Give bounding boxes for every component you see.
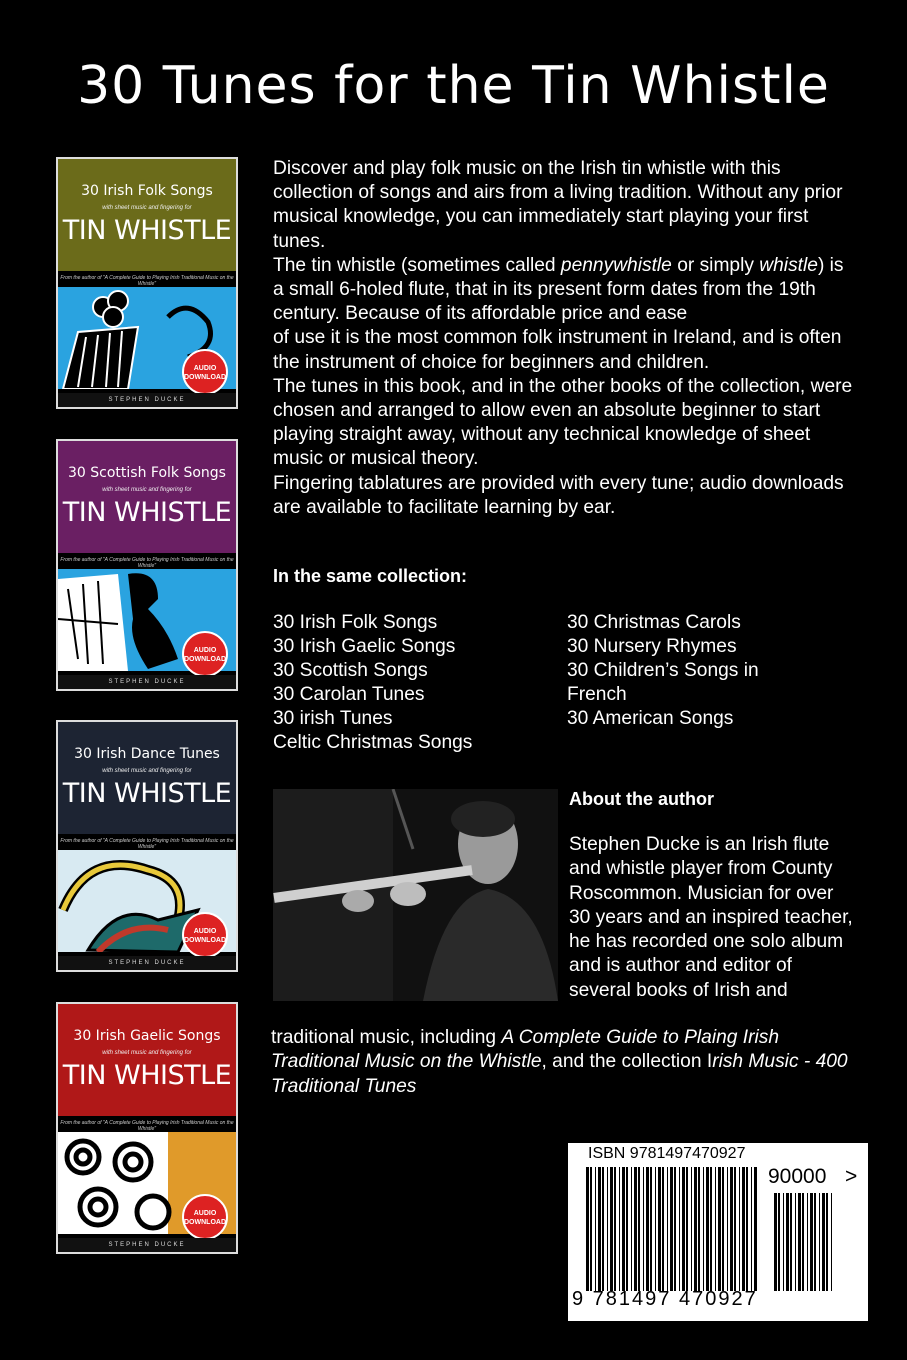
barcode-bar <box>754 1167 757 1291</box>
barcode-bar <box>614 1167 616 1291</box>
description-paragraph: The tin whistle (sometimes called pennywhistle or simply whistle) is a small 6-holed flute, that in its present form dates from the 19th century. Because of its affordable price and ease <box>273 254 844 325</box>
barcode-bar <box>643 1167 644 1291</box>
barcode-bar <box>742 1167 745 1291</box>
book-subtitle: with sheet music and fingering for <box>102 768 192 774</box>
book-cover-irish-gaelic <box>56 1002 238 1254</box>
barcode-bar <box>619 1167 620 1291</box>
barcode-bar <box>662 1167 664 1291</box>
barcode-bar <box>722 1167 724 1291</box>
isbn-label: ISBN 9781497470927 <box>588 1145 746 1162</box>
barcode-bar <box>658 1167 661 1291</box>
barcode-bar <box>751 1167 752 1291</box>
barcode-bar <box>586 1167 589 1291</box>
author-photo <box>273 789 558 1001</box>
book-instrument: TIN WHISTLE <box>62 1060 232 1091</box>
audio-download-badge: AUDIO DOWNLOAD <box>182 631 228 677</box>
description-paragraph: Discover and play folk music on the Irish tin whistle with this collection of songs and airs from a living tradition. Without any prior musical knowledge, you can immediately start playing your first tunes. <box>273 158 843 252</box>
barcode-bar <box>730 1167 733 1291</box>
book-description <box>273 157 858 520</box>
barcode-bar <box>634 1167 637 1291</box>
book-series-title: 30 Irish Dance Tunes <box>74 746 220 762</box>
barcode-bar <box>691 1167 692 1291</box>
book-author: STEPHEN DUCKE <box>58 956 236 970</box>
book-subtitle: with sheet music and fingering for <box>102 205 192 211</box>
book-cover-scottish-folk <box>56 439 238 691</box>
collection-item: 30 American Songs <box>567 708 734 729</box>
book-cover-irish-dance <box>56 720 238 972</box>
collection-list-left <box>273 611 563 755</box>
book-series-title: 30 Irish Gaelic Songs <box>73 1028 221 1044</box>
collection-item: 30 Irish Folk Songs <box>273 612 438 633</box>
barcode-bar <box>679 1167 680 1291</box>
price-code: 90000 <box>768 1165 827 1188</box>
book-instrument: TIN WHISTLE <box>62 497 232 528</box>
barcode-bar <box>802 1193 804 1291</box>
description-paragraph: Fingering tablatures are provided with every tune; audio downloads are available to facilitate learning by ear. <box>273 472 844 518</box>
barcode-bar <box>626 1167 628 1291</box>
book-subtitle: with sheet music and fingering for <box>102 487 192 493</box>
book-from-author: From the author of "A Complete Guide to Playing Irish Traditional Music on the Whistle" <box>60 275 234 287</box>
barcode-bar <box>715 1167 716 1291</box>
barcode-bar <box>598 1167 601 1291</box>
barcode-bar <box>795 1193 796 1291</box>
collection-heading: In the same collection: <box>273 566 468 586</box>
barcode-bar <box>674 1167 676 1291</box>
description-paragraph: of use it is the most common folk instrument in Ireland, and is often the instrument of choice for beginners and children. <box>273 327 842 373</box>
barcode-bar <box>595 1167 596 1291</box>
collection-list-right <box>567 611 797 731</box>
barcode-bar <box>682 1167 685 1291</box>
barcode-bar <box>783 1193 784 1291</box>
barcode-bar <box>710 1167 712 1291</box>
barcode-bar <box>667 1167 668 1291</box>
description-paragraph: The tunes in this book, and in the other books of the collection, were chosen and arranged to allow even an absolute beginner to start playing straight away, without any technical knowledge of sheet music or musical theory. <box>273 375 853 470</box>
barcode-bar <box>814 1193 816 1291</box>
barcode-bar <box>727 1167 728 1291</box>
barcode-bar <box>650 1167 652 1291</box>
barcode-bar <box>746 1167 748 1291</box>
book-subtitle: with sheet music and fingering for <box>102 1050 192 1056</box>
collection-item: 30 Nursery Rhymes <box>567 636 737 657</box>
barcode-bar <box>831 1193 832 1291</box>
about-heading: About the author <box>569 789 714 809</box>
barcode-bar <box>698 1167 700 1291</box>
book-series-title: 30 Irish Folk Songs <box>81 183 213 199</box>
barcode-bar <box>706 1167 709 1291</box>
about-text: Stephen Ducke is an Irish flute and whistle player from County Roscommon. Musician for over 30 years and an inspired teacher, he has recorded one solo album and is author and editor of several books of Irish and <box>569 834 853 1001</box>
barcode-bar <box>646 1167 649 1291</box>
barcode-bar <box>739 1167 740 1291</box>
barcode-bar <box>655 1167 656 1291</box>
barcode-bar <box>686 1167 688 1291</box>
cover-title: 30 Tunes for the Tin Whistle <box>77 56 830 116</box>
price-arrow: > <box>845 1165 858 1188</box>
barcode-bar <box>778 1193 780 1291</box>
barcode-bar <box>590 1167 592 1291</box>
collection-item: 30 Irish Gaelic Songs <box>273 636 456 657</box>
barcode-bar <box>718 1167 721 1291</box>
about-text-continued: traditional music, including A Complete Guide to Plaing Irish Traditional Music on the Whistle, and the collection Irish Music - 400 Traditional Tunes <box>271 1027 848 1097</box>
book-from-author: From the author of "A Complete Guide to Playing Irish Traditional Music on the Whistle" <box>60 1120 234 1132</box>
barcode-bar <box>774 1193 777 1291</box>
barcode-bar <box>607 1167 608 1291</box>
barcode-bar <box>694 1167 697 1291</box>
book-from-author: From the author of "A Complete Guide to Playing Irish Traditional Music on the Whistle" <box>60 838 234 850</box>
barcode-bar <box>631 1167 632 1291</box>
barcode-bar <box>602 1167 604 1291</box>
collection-item: 30 Carolan Tunes <box>273 684 425 705</box>
book-cover-irish-folk <box>56 157 238 409</box>
book-author: STEPHEN DUCKE <box>58 1238 236 1252</box>
barcode-bar <box>819 1193 820 1291</box>
isbn-barcode <box>568 1143 868 1321</box>
barcode-bar <box>703 1167 704 1291</box>
collection-item: 30 Scottish Songs <box>273 660 428 681</box>
barcode-bar <box>786 1193 789 1291</box>
barcode-bar <box>610 1167 613 1291</box>
barcode-bar <box>810 1193 813 1291</box>
addon-barcode-bars <box>774 1193 836 1291</box>
barcode-bar <box>622 1167 625 1291</box>
audio-download-badge: AUDIO DOWNLOAD <box>182 1194 228 1240</box>
collection-item: 30 irish Tunes <box>273 708 393 729</box>
barcode-bar <box>826 1193 828 1291</box>
barcode-bar <box>807 1193 808 1291</box>
collection-item: 30 Children’s Songs in French <box>567 660 759 705</box>
barcode-bar <box>790 1193 792 1291</box>
barcode-bar <box>822 1193 825 1291</box>
isbn-number: 9 781497 470927 <box>572 1288 758 1310</box>
barcode-bars <box>586 1167 758 1291</box>
barcode-bar <box>638 1167 640 1291</box>
barcode-bar <box>734 1167 736 1291</box>
barcode-bar <box>798 1193 801 1291</box>
barcode-bar <box>670 1167 673 1291</box>
collection-item: 30 Christmas Carols <box>567 612 741 633</box>
book-from-author: From the author of "A Complete Guide to Playing Irish Traditional Music on the Whistle" <box>60 557 234 569</box>
collection-item: Celtic Christmas Songs <box>273 732 473 753</box>
audio-download-badge: AUDIO DOWNLOAD <box>182 349 228 395</box>
book-instrument: TIN WHISTLE <box>62 778 232 809</box>
book-instrument: TIN WHISTLE <box>62 215 232 246</box>
book-series-title: 30 Scottish Folk Songs <box>68 465 226 481</box>
book-author: STEPHEN DUCKE <box>58 675 236 689</box>
book-author: STEPHEN DUCKE <box>58 393 236 407</box>
audio-download-badge: AUDIO DOWNLOAD <box>182 912 228 958</box>
